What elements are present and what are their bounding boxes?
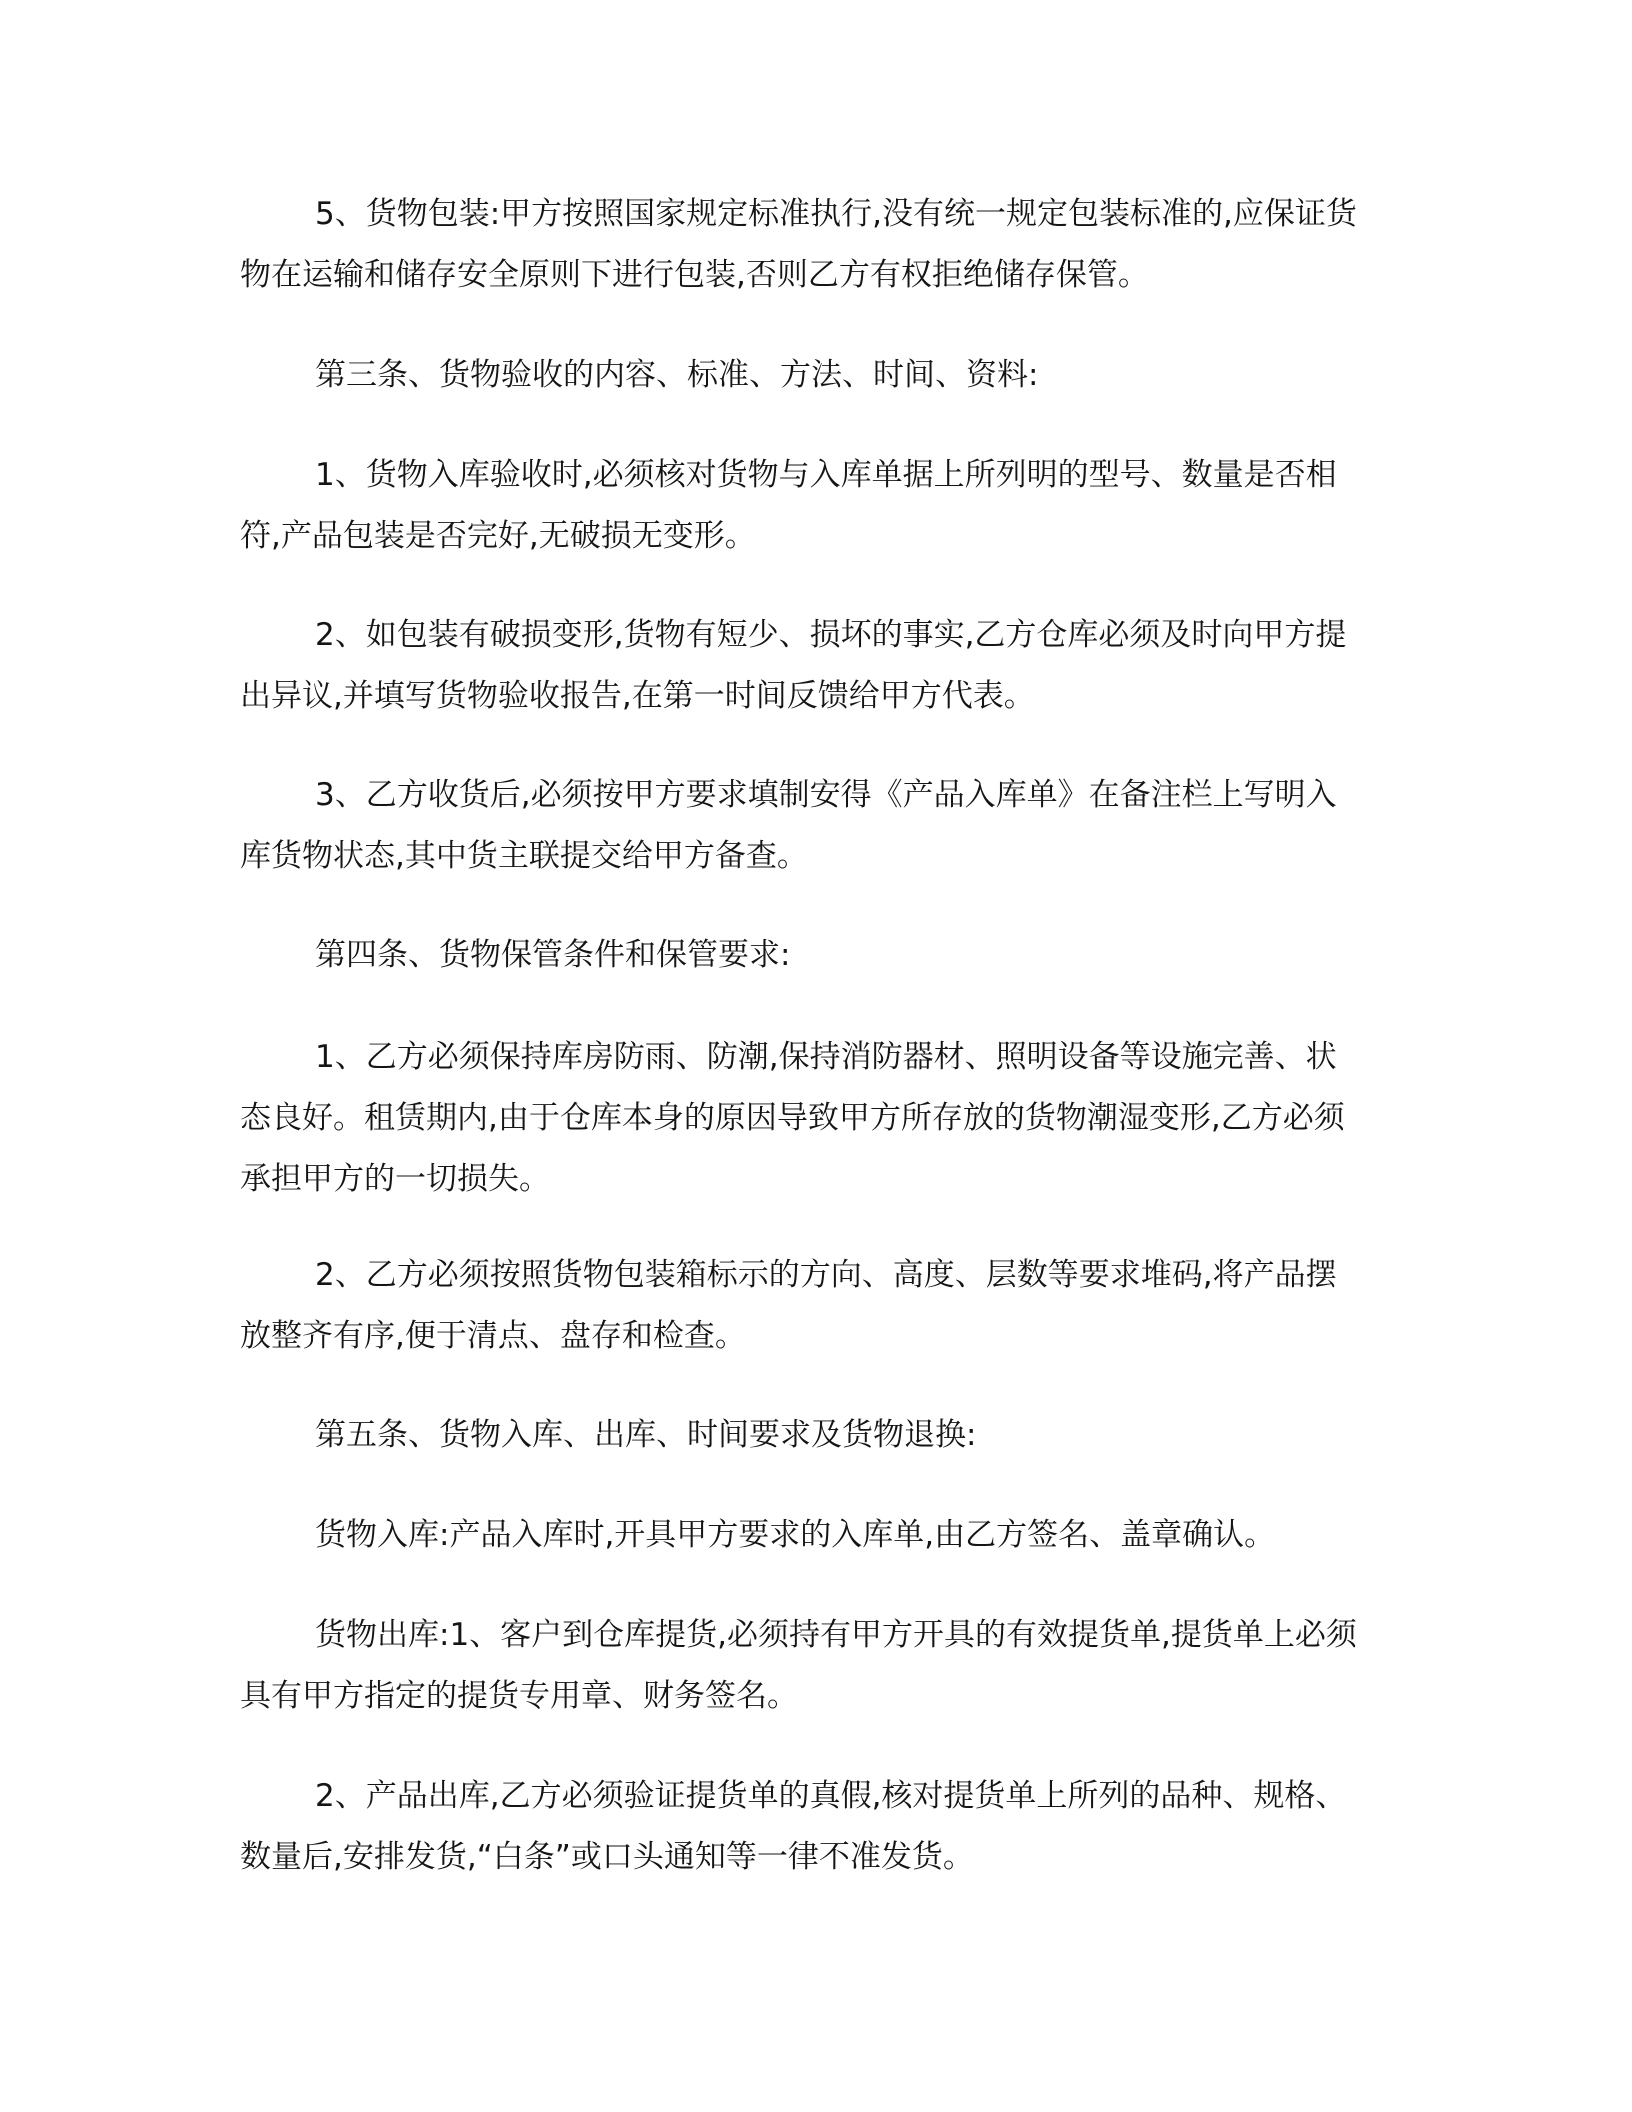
paragraph-line: 符,产品包装是否完好,无破损无变形。	[240, 518, 756, 554]
paragraph-line: 货物出库:1、客户到仓库提货,必须持有甲方开具的有效提货单,提货单上必须	[315, 1617, 1357, 1653]
paragraph-inspection-1	[240, 445, 1390, 567]
section-heading-article-5	[240, 1405, 1390, 1466]
paragraph-line: 3、乙方收货后,必须按甲方要求填制安得《产品入库单》在备注栏上写明入	[315, 777, 1337, 813]
paragraph-line: 库货物状态,其中货主联提交给甲方备查。	[240, 838, 808, 874]
section-heading-article-3	[240, 345, 1390, 406]
paragraph-line: 2、乙方必须按照货物包装箱标示的方向、高度、层数等要求堆码,将产品摆	[315, 1257, 1337, 1293]
heading-line: 第四条、货物保管条件和保管要求:	[315, 937, 791, 973]
paragraph-line: 1、货物入库验收时,必须核对货物与入库单据上所列明的型号、数量是否相	[315, 457, 1337, 493]
heading-line: 第五条、货物入库、出库、时间要求及货物退换:	[315, 1417, 977, 1453]
paragraph-line: 承担甲方的一切损失。	[240, 1161, 550, 1197]
paragraph-line: 态良好。租赁期内,由于仓库本身的原因导致甲方所存放的货物潮湿变形,乙方必须	[240, 1100, 1345, 1136]
paragraph-line: 2、如包装有破损变形,货物有短少、损坏的事实,乙方仓库必须及时向甲方提	[315, 617, 1347, 653]
paragraph-inspection-2	[240, 605, 1390, 727]
paragraph-inspection-3	[240, 765, 1390, 887]
paragraph-outbound-2	[240, 1766, 1390, 1888]
section-heading-article-4	[240, 925, 1390, 986]
paragraph-packaging	[240, 184, 1390, 306]
paragraph-line: 放整齐有序,便于清点、盘存和检查。	[240, 1318, 746, 1354]
paragraph-line: 货物入库:产品入库时,开具甲方要求的入库单,由乙方签名、盖章确认。	[315, 1517, 1276, 1553]
heading-line: 第三条、货物验收的内容、标准、方法、时间、资料:	[315, 357, 1039, 393]
paragraph-goods-outbound	[240, 1605, 1390, 1727]
paragraph-line: 数量后,安排发货,“白条”或口头通知等一律不准发货。	[240, 1839, 974, 1875]
paragraph-line: 5、货物包装:甲方按照国家规定标准执行,没有统一规定包装标准的,应保证货	[315, 196, 1357, 232]
paragraph-line: 1、乙方必须保持库房防雨、防潮,保持消防器材、照明设备等设施完善、状	[315, 1039, 1337, 1075]
paragraph-storage-1	[240, 1027, 1390, 1210]
paragraph-goods-inbound	[240, 1505, 1390, 1566]
paragraph-line: 出异议,并填写货物验收报告,在第一时间反馈给甲方代表。	[240, 678, 1035, 714]
paragraph-line: 物在运输和储存安全原则下进行包装,否则乙方有权拒绝储存保管。	[240, 257, 1149, 293]
paragraph-line: 具有甲方指定的提货专用章、财务签名。	[240, 1678, 798, 1714]
paragraph-line: 2、产品出库,乙方必须验证提货单的真假,核对提货单上所列的品种、规格、	[315, 1778, 1347, 1814]
paragraph-storage-2	[240, 1245, 1390, 1367]
